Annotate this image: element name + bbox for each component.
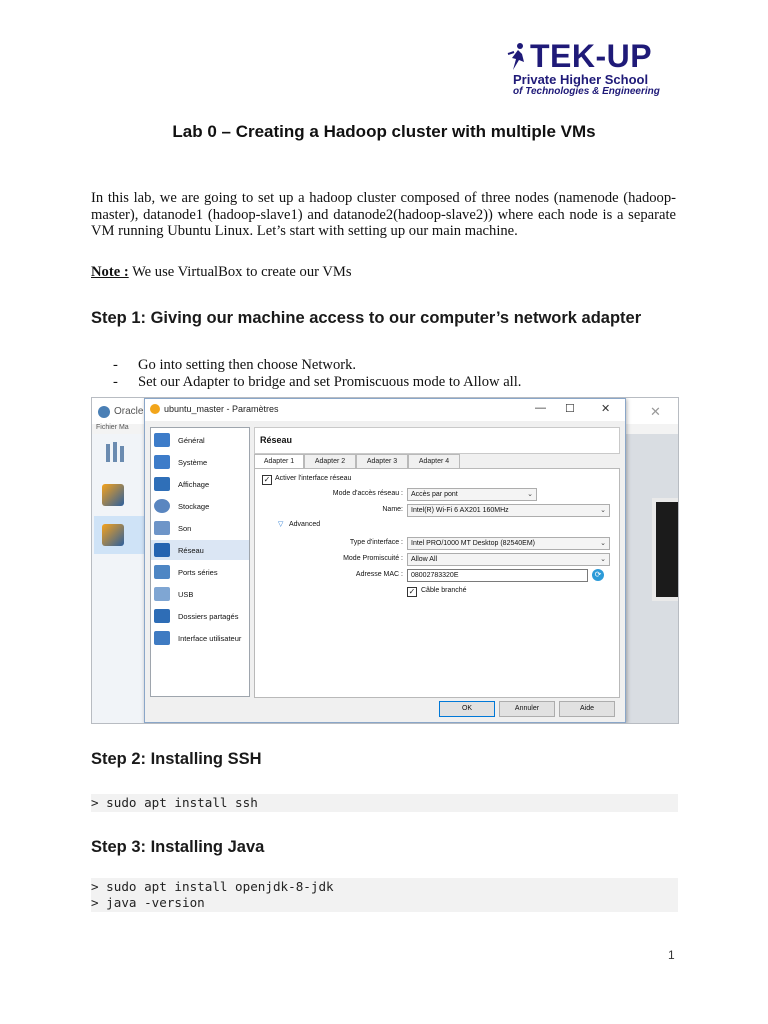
promiscuous-mode-select[interactable]: Allow All ⌄ xyxy=(407,553,610,566)
tab-adapter-3[interactable]: Adapter 3 xyxy=(356,454,408,468)
disk-icon xyxy=(154,499,170,513)
cable-connected-label: Câble branché xyxy=(421,587,467,594)
ui-icon xyxy=(154,631,170,645)
list-item: - Set our Adapter to bridge and set Promiscuous mode to Allow all. xyxy=(113,373,522,390)
folder-icon xyxy=(154,609,170,623)
category-list xyxy=(150,427,250,697)
step3-heading: Step 3: Installing Java xyxy=(91,838,265,856)
minimize-icon[interactable]: — xyxy=(535,402,546,414)
vm-preview xyxy=(652,498,679,601)
help-button[interactable]: Aide xyxy=(559,701,615,717)
dialog-title: ubuntu_master - Paramètres xyxy=(164,404,279,414)
logo-title: TEK-UP xyxy=(530,38,653,74)
category-shared-folders[interactable]: Dossiers partagés xyxy=(151,606,249,626)
refresh-mac-icon[interactable]: ⟳ xyxy=(592,569,604,581)
adapter-panel xyxy=(254,468,620,698)
maximize-icon[interactable]: ☐ xyxy=(565,403,575,415)
category-general[interactable]: Général xyxy=(151,430,249,450)
dialog-app-icon xyxy=(150,404,160,414)
step1-bullets xyxy=(113,357,673,390)
advanced-expand-icon[interactable]: ▽ xyxy=(278,521,284,528)
note-paragraph xyxy=(91,263,676,281)
speaker-icon xyxy=(154,521,170,535)
category-serial-ports[interactable]: Ports séries xyxy=(151,562,249,582)
name-label: Name: xyxy=(382,506,403,513)
interface-type-select[interactable]: Intel PRO/1000 MT Desktop (82540EM) ⌄ xyxy=(407,537,610,550)
monitor-icon xyxy=(154,433,170,447)
interface-type-label: Type d'interface : xyxy=(349,539,403,546)
tools-icon xyxy=(104,440,130,466)
vm-list-item-selected[interactable] xyxy=(94,516,144,554)
logo-figure-icon xyxy=(506,42,530,72)
vm-icon xyxy=(102,484,124,506)
network-mode-select[interactable]: Accès par pont ⌄ xyxy=(407,488,537,501)
virtualbox-icon xyxy=(98,406,110,418)
cancel-button[interactable]: Annuler xyxy=(499,701,555,717)
note-label: Note : xyxy=(91,264,129,280)
intro-paragraph: In this lab, we are going to set up a hadoop cluster composed of three nodes (namenode (hadoop-master), datanode1 (hadoop-slave1) and datanode2(hadoop-slave2)) where each node is a separate VM running Ubuntu Linux. Let’s start with setting up our main machine. xyxy=(91,190,676,239)
chevron-down-icon: ⌄ xyxy=(600,556,606,563)
category-usb[interactable]: USB xyxy=(151,584,249,604)
step2-heading: Step 2: Installing SSH xyxy=(91,750,262,768)
code-block-java: > sudo apt install openjdk-8-jdk > java -version xyxy=(91,878,678,912)
chip-icon xyxy=(154,455,170,469)
mac-address-input[interactable]: 08002783320E xyxy=(407,569,588,582)
category-network[interactable]: Réseau xyxy=(151,540,249,560)
chevron-down-icon: ⌄ xyxy=(527,491,533,498)
cable-connected-checkbox[interactable]: ✓ xyxy=(408,587,416,596)
adapter-name-select[interactable]: Intel(R) Wi-Fi 6 AX201 160MHz ⌄ xyxy=(407,504,610,517)
category-system[interactable]: Système xyxy=(151,452,249,472)
enable-adapter-label: Activer l'interface réseau xyxy=(275,475,352,482)
settings-dialog xyxy=(144,398,626,723)
chevron-down-icon: ⌄ xyxy=(600,507,606,514)
background-menu: Fichier Ma xyxy=(92,424,678,434)
code-block-ssh: > sudo apt install ssh xyxy=(91,794,678,812)
background-window-title: Oracle xyxy=(114,406,144,417)
advanced-toggle[interactable]: Advanced xyxy=(289,521,321,528)
page-number: 1 xyxy=(668,948,675,962)
section-header xyxy=(254,427,620,454)
category-audio[interactable]: Son xyxy=(151,518,249,538)
promiscuous-label: Mode Promiscuité : xyxy=(343,555,403,562)
ok-button[interactable]: OK xyxy=(439,701,495,717)
close-icon[interactable]: ✕ xyxy=(650,404,661,419)
category-user-interface[interactable]: Interface utilisateur xyxy=(151,628,249,648)
document-title: Lab 0 – Creating a Hadoop cluster with multiple VMs xyxy=(172,122,596,141)
network-icon xyxy=(154,543,170,557)
close-icon[interactable]: ✕ xyxy=(601,403,611,415)
vm-icon xyxy=(102,524,124,546)
step1-heading: Step 1: Giving our machine access to our computer’s network adapter xyxy=(91,309,642,327)
chevron-down-icon: ⌄ xyxy=(600,540,606,547)
vm-list xyxy=(92,434,144,723)
virtualbox-screenshot xyxy=(91,397,679,724)
mac-label: Adresse MAC : xyxy=(355,571,403,578)
note-text: We use VirtualBox to create our VMs xyxy=(128,264,352,280)
logo-tagline: of Technologies & Engineering xyxy=(513,86,660,97)
logo-subtitle: Private Higher School xyxy=(513,72,649,87)
tab-adapter-4[interactable]: Adapter 4 xyxy=(408,454,460,468)
category-storage[interactable]: Stockage xyxy=(151,496,249,516)
section-title: Réseau xyxy=(260,435,293,445)
usb-icon xyxy=(154,587,170,601)
tab-adapter-2[interactable]: Adapter 2 xyxy=(304,454,356,468)
tab-adapter-1[interactable]: Adapter 1 xyxy=(254,454,304,469)
list-item: - Go into setting then choose Network. xyxy=(113,357,357,373)
category-display[interactable]: Affichage xyxy=(151,474,249,494)
mode-label: Mode d'accès réseau : xyxy=(332,490,403,497)
serial-port-icon xyxy=(154,565,170,579)
dialog-titlebar xyxy=(145,399,625,421)
enable-adapter-checkbox[interactable]: ✓ xyxy=(263,475,271,484)
display-icon xyxy=(154,477,170,491)
vm-list-item[interactable] xyxy=(94,476,144,514)
